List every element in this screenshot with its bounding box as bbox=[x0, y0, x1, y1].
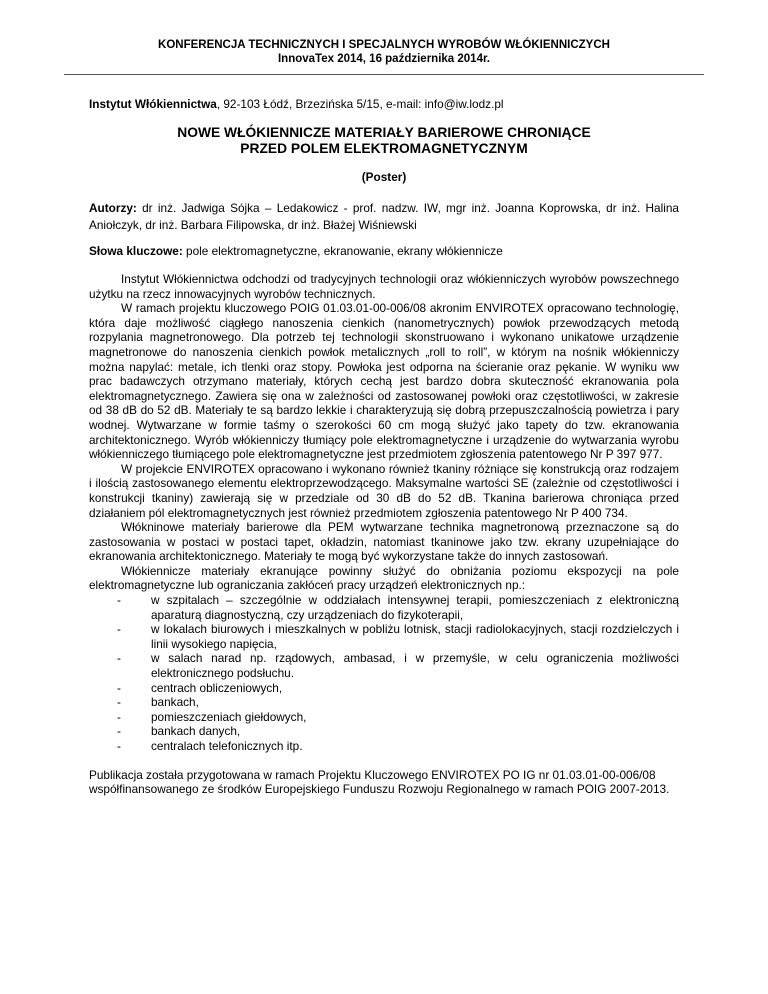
list-item-text: w salach narad np. rządowych, ambasad, i w przemyśle, w celu ograniczenia możliwości elektronicznego podsłuchu. bbox=[151, 651, 679, 681]
poster-label: (Poster) bbox=[361, 170, 407, 184]
list-item bbox=[89, 622, 679, 651]
list-item bbox=[89, 593, 679, 622]
list-dash: - bbox=[117, 739, 121, 753]
list-item bbox=[89, 681, 679, 696]
paragraph: W ramach projektu kluczowego POIG 01.03.01-00-006/08 akronim ENVIROTEX opracowano technologię, która daje możliwość ciągłego nanoszenia cienkich (nanometrycznych) powłok przewodzących metodą rozpylania magnetronowego. Dla potrzeb tej technologii skonstruowano i wykonano unikatowe urządzenie magnetronowe do nanoszenia cienkich powłok metalicznych „roll to roll”, w którym na nośnik włókienniczy można napylać: metale, ich tlenki oraz stopy. Powłoka jest odporna na ścieranie oraz pękanie. W wyniku ww prac badawczych otrzymano materiały, których cechą jest bardzo dobra skuteczność ekranowania pola elektromagnetycznego. Zawiera się ona w zależności od zastosowanej powłoki oraz częstotliwości, w zakresie od 38 dB do 52 dB. Materiały te są bardzo lekkie i charakteryzują się dobrą przepuszczalnością powietrza i pary wodnej. Wytwarzane w formie taśmy o szerokości 60 cm mogą służyć jako tapety do tzw. ekranowania architektonicznego. Wyrób włókienniczy tłumiący pole elektromagnetyczne i urządzenie do wytwarzania wyrobu włókienniczego tłumiącego pole elektromagnetyczne jest przedmiotem zgłoszenia patentowego Nr P 397 977. bbox=[89, 301, 679, 462]
list-item-text: bankach, bbox=[151, 695, 199, 710]
list-item-text: w lokalach biurowych i mieszkalnych w pobliżu lotnisk, stacji radiolokacyjnych, stacji rozdzielczych i linii wysokiego napięcia, bbox=[151, 622, 679, 651]
list-item-text: centralach telefonicznych itp. bbox=[151, 739, 303, 753]
paragraph: W projekcie ENVIROTEX opracowano i wykonano również tkaniny różniące się konstrukcją oraz rodzajem i ilością zastosowanego elementu elektroprzewodzącego. Maksymalne wartości SE (zależnie od częstotliwości i konstrukcji tkaniny) zawierają się w przedziale od 30 dB do 52 dB. Tkanina barierowa chroniąca przed działaniem pól elektromagnetycznych jest również przedmiotem zgłoszenia patentowego Nr P 400 734. bbox=[89, 461, 679, 520]
list-item-text: centrach obliczeniowych, bbox=[151, 680, 283, 695]
list-item-text: w szpitalach – szczególnie w oddziałach intensywnej terapii, pomieszczeniach z elektroniczną aparaturą diagnostyczną, czy urządzeniach do fizykoterapii, bbox=[151, 593, 679, 622]
paper-title-line-2: PRZED POLEM ELEKTROMAGNETYCZNYM bbox=[240, 141, 528, 156]
application-list bbox=[89, 593, 679, 754]
authors-label: Autorzy: bbox=[89, 201, 137, 215]
list-dash: - bbox=[117, 680, 121, 695]
paper-title-line-1: NOWE WŁÓKIENNICZE MATERIAŁY BARIEROWE CHRONIĄCE bbox=[177, 125, 591, 140]
conference-title: KONFERENCJA TECHNICZNYCH I SPECJALNYCH WYROBÓW WŁÓKIENNICZYCH bbox=[158, 39, 610, 51]
header-divider bbox=[64, 74, 704, 75]
list-dash: - bbox=[117, 695, 121, 710]
keywords-text: pole elektromagnetyczne, ekranowanie, ekrany włókiennicze bbox=[182, 244, 503, 258]
list-item bbox=[89, 724, 679, 739]
list-item-text: pomieszczeniach giełdowych, bbox=[151, 709, 307, 724]
list-item bbox=[89, 710, 679, 725]
institute-address: , 92-103 Łódź, Brzezińska 5/15, e-mail: info@iw.lodz.pl bbox=[216, 97, 504, 111]
list-item bbox=[89, 651, 679, 680]
paragraph: Włókiennicze materiały ekranujące powinny służyć do obniżania poziomu ekspozycji na pole elektromagnetyczne lub ograniczania zakłóceń pracy urządzeń elektronicznych np.: bbox=[89, 563, 679, 593]
keywords-label: Słowa kluczowe: bbox=[89, 244, 183, 258]
list-dash: - bbox=[117, 724, 121, 739]
list-dash: - bbox=[117, 651, 121, 666]
list-item bbox=[89, 695, 679, 710]
keywords-block bbox=[89, 244, 679, 258]
list-dash: - bbox=[117, 622, 121, 637]
institute-line bbox=[89, 97, 679, 111]
authors-text: dr inż. Jadwiga Sójka – Ledakowicz - prof. nadzw. IW, mgr inż. Joanna Koprowska, dr inż. Halina Aniołczyk, dr inż. Barbara Filipowska, dr inż. Błażej Wiśniewski bbox=[89, 201, 679, 232]
list-item-text: bankach danych, bbox=[151, 724, 241, 739]
paragraph: Włókninowe materiały barierowe dla PEM wytwarzane technika magnetronową przeznaczone są do zastosowania w postaci w postaci tapet, okładzin, natomiast tkaninowe jako tzw. ekrany uzupełniające do ekranowania architektonicznego. Materiały te mogą być wykorzystane także do innych zastosowań. bbox=[89, 520, 679, 564]
list-item bbox=[89, 739, 679, 754]
list-dash: - bbox=[117, 709, 121, 724]
list-dash: - bbox=[117, 593, 121, 608]
paper-title bbox=[89, 125, 679, 157]
funding-note: Publikacja została przygotowana w ramach Projektu Kluczowego ENVIROTEX PO IG nr 01.03.01-00-006/08 współfinansowanego ze środków Europejskiego Funduszu Rozwoju Regionalnego w ramach POIG 2007-2013. bbox=[89, 767, 670, 797]
authors-block bbox=[89, 200, 679, 233]
paragraph: Instytut Włókiennictwa odchodzi od tradycyjnych technologii oraz włókienniczych wyrobów powszechnego użytku na rzecz innowacyjnych wyrobów technicznych. bbox=[89, 272, 679, 301]
body-text bbox=[89, 272, 679, 754]
conference-header bbox=[89, 38, 679, 66]
conference-date: InnovaTex 2014, 16 października 2014r. bbox=[277, 53, 490, 65]
institute-name: Instytut Włókiennictwa bbox=[89, 97, 217, 111]
